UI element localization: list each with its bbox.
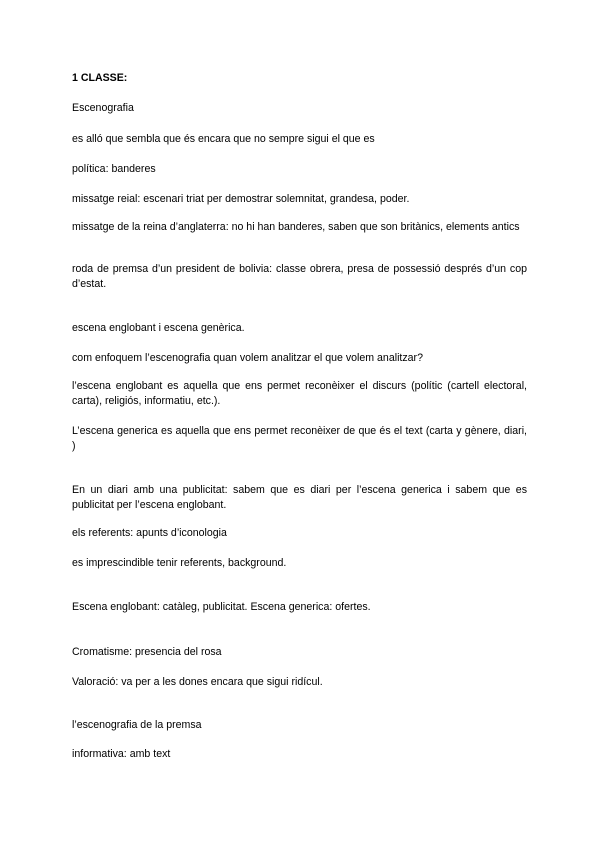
paragraph: com enfoquem l’escenografia quan volem analitzar el que volem analitzar? [72, 352, 423, 364]
paragraph: L’escena generica es aquella que ens permet reconèixer de que és el text (carta y gènere, diari, ) [72, 425, 527, 452]
paragraph: l’escena englobant es aquella que ens permet reconèixer el discurs (polític (cartell electoral, carta), religiós, informatiu, etc.). [72, 380, 527, 407]
paragraph: l’escenografia de la premsa [72, 719, 202, 731]
paragraph: política: banderes [72, 163, 156, 175]
paragraph: els referents: apunts d’iconologia [72, 527, 227, 539]
paragraph: escena englobant i escena genèrica. [72, 322, 245, 334]
paragraph: Escenografia [72, 102, 134, 114]
paragraph: roda de premsa d’un president de bolivia: classe obrera, presa de possessió després d’un cop d’estat. [72, 263, 527, 290]
paragraph: Valoració: va per a les dones encara que sigui ridícul. [72, 676, 323, 688]
paragraph: es alló que sembla que és encara que no sempre sigui el que es [72, 133, 375, 145]
paragraph: Cromatisme: presencia del rosa [72, 646, 222, 658]
paragraph: En un diari amb una publicitat: sabem que es diari per l’escena generica i sabem que es publicitat per l’escena englobant. [72, 484, 527, 511]
paragraph: Escena englobant: catàleg, publicitat. Escena generica: ofertes. [72, 601, 371, 613]
paragraph: missatge de la reina d’anglaterra: no hi han banderes, saben que son britànics, elements antics [72, 221, 520, 233]
paragraph: missatge reial: escenari triat per demostrar solemnitat, grandesa, poder. [72, 193, 410, 205]
paragraph: es imprescindible tenir referents, background. [72, 557, 287, 569]
section-heading: 1 CLASSE: [72, 72, 128, 84]
paragraph: informativa: amb text [72, 748, 171, 760]
